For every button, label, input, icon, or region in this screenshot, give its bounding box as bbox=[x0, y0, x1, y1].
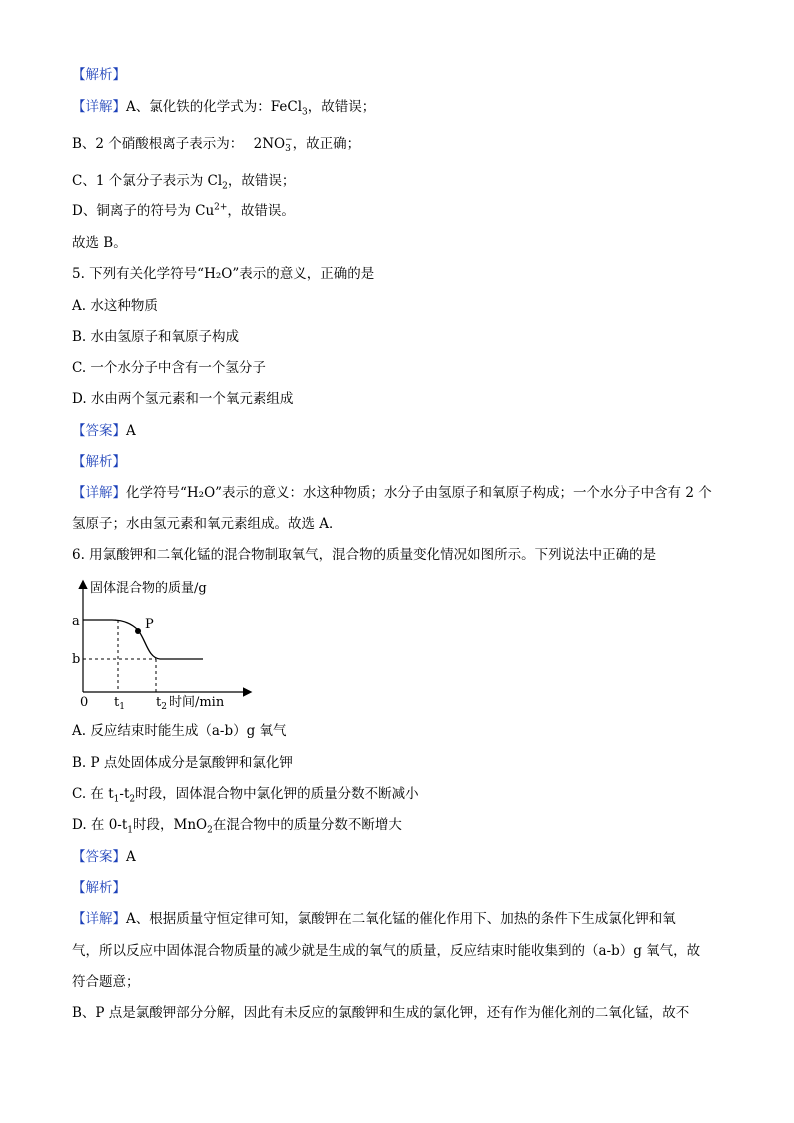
formula-text: 2NO bbox=[253, 136, 286, 152]
detail-label: 【详解】 bbox=[72, 99, 126, 115]
a-label: a bbox=[72, 614, 80, 629]
subscript: 3 bbox=[285, 143, 291, 154]
q6-detail-4: B、P 点是氯酸钾部分分解，因此有未反应的氯酸钾和生成的氯化钾，还有作为催化剂的二氧化锰，故不 bbox=[72, 1005, 690, 1021]
option-text: C. 在 t bbox=[72, 786, 114, 802]
question-6: 6. 用氯酸钾和二氧化锰的混合物制取氧气，混合物的质量变化情况如图所示。下列说法中正确的是 bbox=[72, 547, 657, 563]
option-text: D. 在 0-t bbox=[72, 817, 128, 833]
answer-label: 【答案】 bbox=[72, 423, 126, 439]
option-text: 时段，固体混合物中氯化钾的质量分数不断减小 bbox=[135, 786, 419, 802]
detail-line-1 bbox=[72, 98, 375, 116]
answer-value: A bbox=[126, 423, 136, 439]
q6-option-b: B. P 点处固体成分是氯酸钾和氯化钾 bbox=[72, 755, 293, 771]
q6-detail-3: 符合题意； bbox=[72, 974, 140, 990]
t2-sub: 2 bbox=[161, 702, 167, 712]
t1-text: t bbox=[114, 695, 120, 710]
q5-answer bbox=[72, 422, 136, 440]
b-label: b bbox=[72, 652, 81, 667]
q6-answer bbox=[72, 848, 136, 866]
q6-detail-2: 气，所以反应中固体混合物质量的减少就是生成的氧气的质量，反应结束时能收集到的（a-b）g 氧气，故 bbox=[72, 943, 701, 959]
superscript: 2+ bbox=[214, 202, 228, 213]
q6-option-d bbox=[72, 816, 402, 834]
q6-option-a: A. 反应结束时能生成（a-b）g 氧气 bbox=[72, 723, 287, 739]
detail-text: ，故错误。 bbox=[227, 203, 295, 219]
option-text: 时段，MnO bbox=[133, 817, 208, 833]
detail-line-4 bbox=[72, 202, 295, 220]
detail-text: 化学符号“H₂O”表示的意义：水这种物质；水分子由氢原子和氧原子构成；一个水分子中含有 2 个 bbox=[126, 485, 712, 501]
q5-detail-2: 氢原子；水由氢元素和氧元素组成。故选 A． bbox=[72, 516, 343, 532]
q5-option-b: B. 水由氢原子和氧原子构成 bbox=[72, 329, 240, 345]
point-p-label: P bbox=[145, 617, 154, 632]
detail-text: A、根据质量守恒定律可知，氯酸钾在二氧化锰的催化作用下、加热的条件下生成氯化钾和氧 bbox=[126, 911, 676, 927]
y-axis-label: 固体混合物的质量/g bbox=[90, 581, 207, 596]
q6-detail-1 bbox=[72, 910, 676, 928]
subscript: 2 bbox=[129, 794, 136, 805]
t2-text: t bbox=[156, 695, 162, 710]
answer-value: A bbox=[126, 849, 136, 865]
detail-text: D、铜离子的符号为 Cu bbox=[72, 203, 215, 219]
subscript: 1 bbox=[127, 825, 134, 836]
detail-text: A、氯化铁的化学式为：FeCl bbox=[126, 99, 303, 115]
detail-text: B、2 个硝酸根离子表示为： bbox=[72, 136, 244, 152]
t1-sub: 1 bbox=[119, 702, 125, 712]
analysis-heading-1: 【解析】 bbox=[72, 67, 126, 83]
detail-line-3 bbox=[72, 172, 295, 190]
detail-text: ，故正确； bbox=[292, 136, 361, 152]
subscript: 3 bbox=[302, 107, 308, 118]
subscript: 2 bbox=[207, 825, 213, 836]
question-5: 5. 下列有关化学符号“H₂O”表示的意义，正确的是 bbox=[72, 266, 375, 282]
mass-curve bbox=[83, 620, 203, 659]
q5-detail-1 bbox=[72, 484, 712, 502]
subscript: 2 bbox=[222, 181, 228, 192]
detail-line-2 bbox=[72, 135, 360, 154]
detail-text: ，故错误； bbox=[307, 99, 376, 115]
q5-option-d: D. 水由两个氢元素和一个氧元素组成 bbox=[72, 391, 294, 407]
detail-label: 【详解】 bbox=[72, 911, 126, 927]
answer-label: 【答案】 bbox=[72, 849, 126, 865]
point-p bbox=[135, 628, 141, 634]
choice-line: 故选 B。 bbox=[72, 235, 127, 251]
x-axis-label: 时间/min bbox=[168, 695, 225, 710]
t2-label bbox=[156, 694, 225, 712]
q5-option-a: A. 水这种物质 bbox=[72, 298, 158, 314]
option-text: 在混合物中的质量分数不断增大 bbox=[212, 817, 402, 833]
nitrate-formula bbox=[254, 136, 293, 152]
q5-analysis-heading: 【解析】 bbox=[72, 454, 126, 470]
detail-text: C、1 个氯分子表示为 Cl bbox=[72, 173, 223, 189]
q6-analysis-heading: 【解析】 bbox=[72, 880, 126, 896]
detail-label: 【详解】 bbox=[72, 485, 126, 501]
q6-option-c bbox=[72, 785, 419, 803]
detail-text: ，故错误； bbox=[227, 173, 296, 189]
q5-option-c: C. 一个水分子中含有一个氢分子 bbox=[72, 360, 266, 376]
option-text: -t bbox=[119, 786, 130, 802]
subscript: 1 bbox=[113, 794, 120, 805]
mass-time-graph bbox=[62, 578, 262, 713]
origin-label: 0 bbox=[80, 695, 89, 710]
superscript: − bbox=[285, 134, 293, 145]
t1-label bbox=[114, 695, 125, 712]
